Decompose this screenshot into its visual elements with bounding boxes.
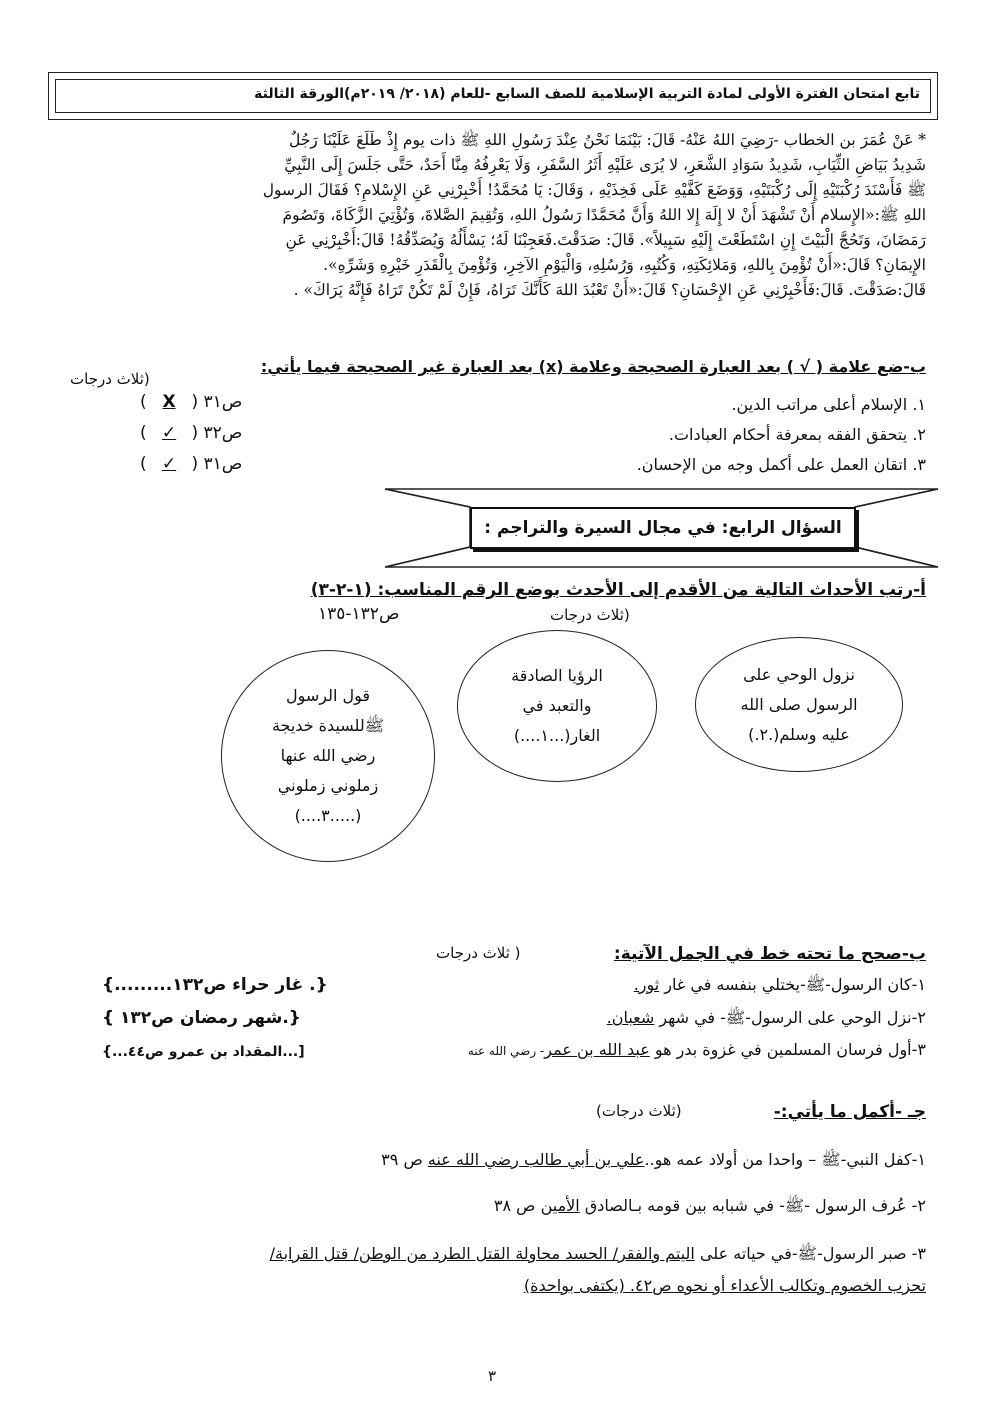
complete-item-1 <box>381 1150 926 1173</box>
section-b1-title: ب-ضع علامة ( √ ) بعد العبارة الصحيحة وعلامة (x) بعد العبارة غير الصحيحة فيما يأتي: <box>260 357 926 376</box>
complete-item-3-continued: تحزب الخصوم وتكالب الأعداء أو نحوه ص٤٢. (يكتفى بواحدة) <box>523 1276 926 1295</box>
complete-item-2 <box>494 1196 926 1219</box>
tf-item-3-ref: ص٣١ <box>203 454 243 474</box>
complete-item-2-ref: ص ٣٨ <box>493 1196 536 1215</box>
complete-item-3-text: ٣- صبر الرسول-ﷺ-في حياته على <box>694 1244 926 1263</box>
section-b2-title: ب-صحح ما تحته خط في الجمل الآتية: <box>613 944 926 964</box>
complete-item-3 <box>270 1244 926 1267</box>
tf-item-1-answer: ص٣١ ( X ) <box>140 392 243 412</box>
correct-item-1 <box>634 975 926 998</box>
question-4-title: السؤال الرابع: في مجال السيرة والتراجم : <box>470 507 856 549</box>
header-inner-border <box>55 79 931 113</box>
header-box <box>48 72 938 120</box>
section-b1-marks: (ثلاث درجات <box>70 370 150 388</box>
complete-item-3-answer: اليتم والفقر/ الحسد محاولة القتل الطرد من الوطن/ قتل القرابة/ <box>269 1244 695 1263</box>
event-circle-khadija <box>221 650 435 862</box>
hadith-line: شَدِيدُ بَيَاضِ الثِّيَابِ، شَدِيدُ سَوَادِ الشَّعَرِ، لا يُرَى عَلَيْهِ أَثَرُ السَّفَرِ، وَلَا يَعْرِفُهُ مِنَّا أَحَدٌ، حَتَّى جَلَسَ إِلَى النَّبِيِّ <box>284 156 926 174</box>
section-b2-marks: ( ثلاث درجات <box>436 944 521 962</box>
hadith-line: ﷺ فَأَسْنَدَ رُكْبَتَيْهِ إِلَى رُكْبَتَيْهِ، وَوَضَعَ كَفَّيْهِ عَلَى فَخِذَيْهِ ، وَقَالَ: يَا مُحَمَّدُ! أَخْبِرْنِي عَنِ الإِسْلامِ؟ فَقَالَ الرسول <box>262 181 926 199</box>
correct-item-2-text: ٢-نزل الوحي على الرسول-ﷺ- في شهر <box>654 1008 926 1027</box>
correct-item-1-text: ١-كان الرسول-ﷺ-يختلي بنفسه في غار <box>659 975 926 994</box>
section-c-title: جـ -أكمل ما يأتي:- <box>773 1102 926 1122</box>
correct-item-2-answer: {.شهر رمضان ص١٣٢ } <box>102 1008 301 1028</box>
tf-item-2-answer: ص٣٢ ( ✓ ) <box>140 423 243 443</box>
correct-item-3-underlined: عبد الله بن عمر <box>544 1040 650 1059</box>
hadith-line: قَالَ:صَدَقْتَ. قَالَ:فَأَخْبِرْنِي عَنِ الإِحْسَانِ؟ قَالَ:«أَنْ تَعْبُدَ اللهَ كَأَنَّكَ تَرَاهُ، فَإِنْ لَمْ تَكُنْ تَرَاهُ فَإِنَّهُ يَرَاكَ» . <box>293 281 926 299</box>
hadith-line: رَمَضَانَ، وَتَحُجَّ الْبَيْتَ إِنِ اسْتَطَعْتَ إِلَيْهِ سَبِيلاً». قَالَ: صَدَقْتَ.فَعَجِبْنَا لَهُ؛ يَسْأَلُهُ وَيُصَدِّقُهُ! قَالَ:أَخْبِرْنِي عَنِ <box>285 231 926 249</box>
event-circle-revelation-text: نزول الوحي على الرسول صلى الله عليه وسلم(.٢.) <box>740 664 858 744</box>
complete-item-2-text: ٢- عُرف الرسول -ﷺ- في شبابه بين قومه بـالصادق <box>579 1196 926 1215</box>
section-a-title: أ-رتب الأحداث التالية من الأقدم إلى الأحدث بوضع الرقم المناسب: (١-٢-٣) <box>310 580 926 600</box>
tf-item-3-mark: ✓ <box>161 454 177 474</box>
correct-item-3-text: ٣-أول فرسان المسلمين في غزوة بدر هو <box>649 1040 926 1059</box>
correct-item-1-underlined: ثور. <box>633 975 660 994</box>
tf-item-3-answer: ص٣١ ( ✓ ) <box>140 454 243 474</box>
page-header-title: تابع امتحان الفترة الأولى لمادة التربية الإسلامية للصف السابع -للعام (٢٠١٨/ ٢٠١٩م)الورقة الثالثة <box>254 86 920 102</box>
event-circle-vision <box>457 630 657 782</box>
tf-item-3-text: ٣. اتقان العمل على أكمل وجه من الإحسان. <box>636 455 926 474</box>
correct-item-1-answer: {. غار حراء ص١٣٢.........} <box>102 975 328 995</box>
correct-item-2 <box>607 1008 926 1031</box>
event-circle-vision-text: الرؤيا الصادقة والتعبد في الغار(...١....) <box>511 666 603 745</box>
complete-item-2-answer: الأمين <box>540 1196 580 1215</box>
section-a-marks: (ثلاث درجات <box>550 606 630 624</box>
hadith-line: * عَنْ عُمَرَ بن الخطاب -رَضِيَ اللهُ عَنْهُ- قَالَ: بَيْنَمَا نَحْنُ عِنْدَ رَسُولِ اللهِ ﷺ ذات يوم إِذْ طَلَعَ عَلَيْنَا رَجُلٌ <box>288 131 926 149</box>
hadith-line: اللهِ ﷺ:«الإِسلام أَنْ تَشْهَدَ أَنْ لا إِلَهَ إِلا اللهُ وَأَنَّ مُحَمَّدًا رَسُولُ اللهِ، وَتُقِيمَ الصَّلاةَ، وَتُؤْتِيَ الزَّكَاةَ، وَتَصُومَ <box>282 206 926 224</box>
tf-item-2-text: ٢. يتحقق الفقه بمعرفة أحكام العبادات. <box>668 425 926 444</box>
correct-item-3 <box>468 1040 926 1059</box>
correct-item-3-answer: [...المقداد بن عمرو ص٤٤...} <box>102 1044 305 1060</box>
tf-item-1-text: ١. الإسلام أعلى مراتب الدين. <box>731 395 926 414</box>
tf-item-2-ref: ص٣٢ <box>203 423 243 443</box>
complete-item-1-text: ١-كفل النبي-ﷺ – واحدا من أولاد عمه هو.. <box>644 1150 926 1169</box>
complete-item-1-answer: علي بن أبي طالب رضي الله عنه <box>427 1150 645 1169</box>
correct-item-2-underlined: شعبان. <box>606 1008 655 1027</box>
event-circle-revelation <box>695 637 903 772</box>
complete-item-1-ref: ص ٣٩ <box>381 1150 423 1169</box>
tf-item-2-mark: ✓ <box>161 423 177 443</box>
hadith-line: الإِيمَانِ؟ قَالَ:«أَنْ تُؤْمِنَ بِاللهِ، وَمَلائِكَتِهِ، وَكُتُبِهِ، وَرُسُلِهِ، وَالْيَوْمِ الآخِرِ، وَتُؤْمِنَ بِالْقَدَرِ خَيْرِهِ وَشَرِّهِ». <box>323 256 926 274</box>
question-4-banner <box>385 487 938 569</box>
section-a-ref: ص١٣٢-١٣٥ <box>318 604 400 624</box>
correct-item-3-suffix: - رضي الله عنه <box>467 1044 545 1058</box>
tf-item-1-mark: X <box>162 392 176 412</box>
section-c-marks: (ثلاث درجات) <box>596 1102 682 1120</box>
tf-item-1-ref: ص٣١ <box>203 392 243 412</box>
hadith-text <box>66 128 926 303</box>
event-circle-khadija-text: قول الرسول ﷺللسيدة خديجة رضي الله عنها زملوني زملوني (.....٣....) <box>271 686 385 825</box>
page-number: ٣ <box>488 1367 497 1385</box>
